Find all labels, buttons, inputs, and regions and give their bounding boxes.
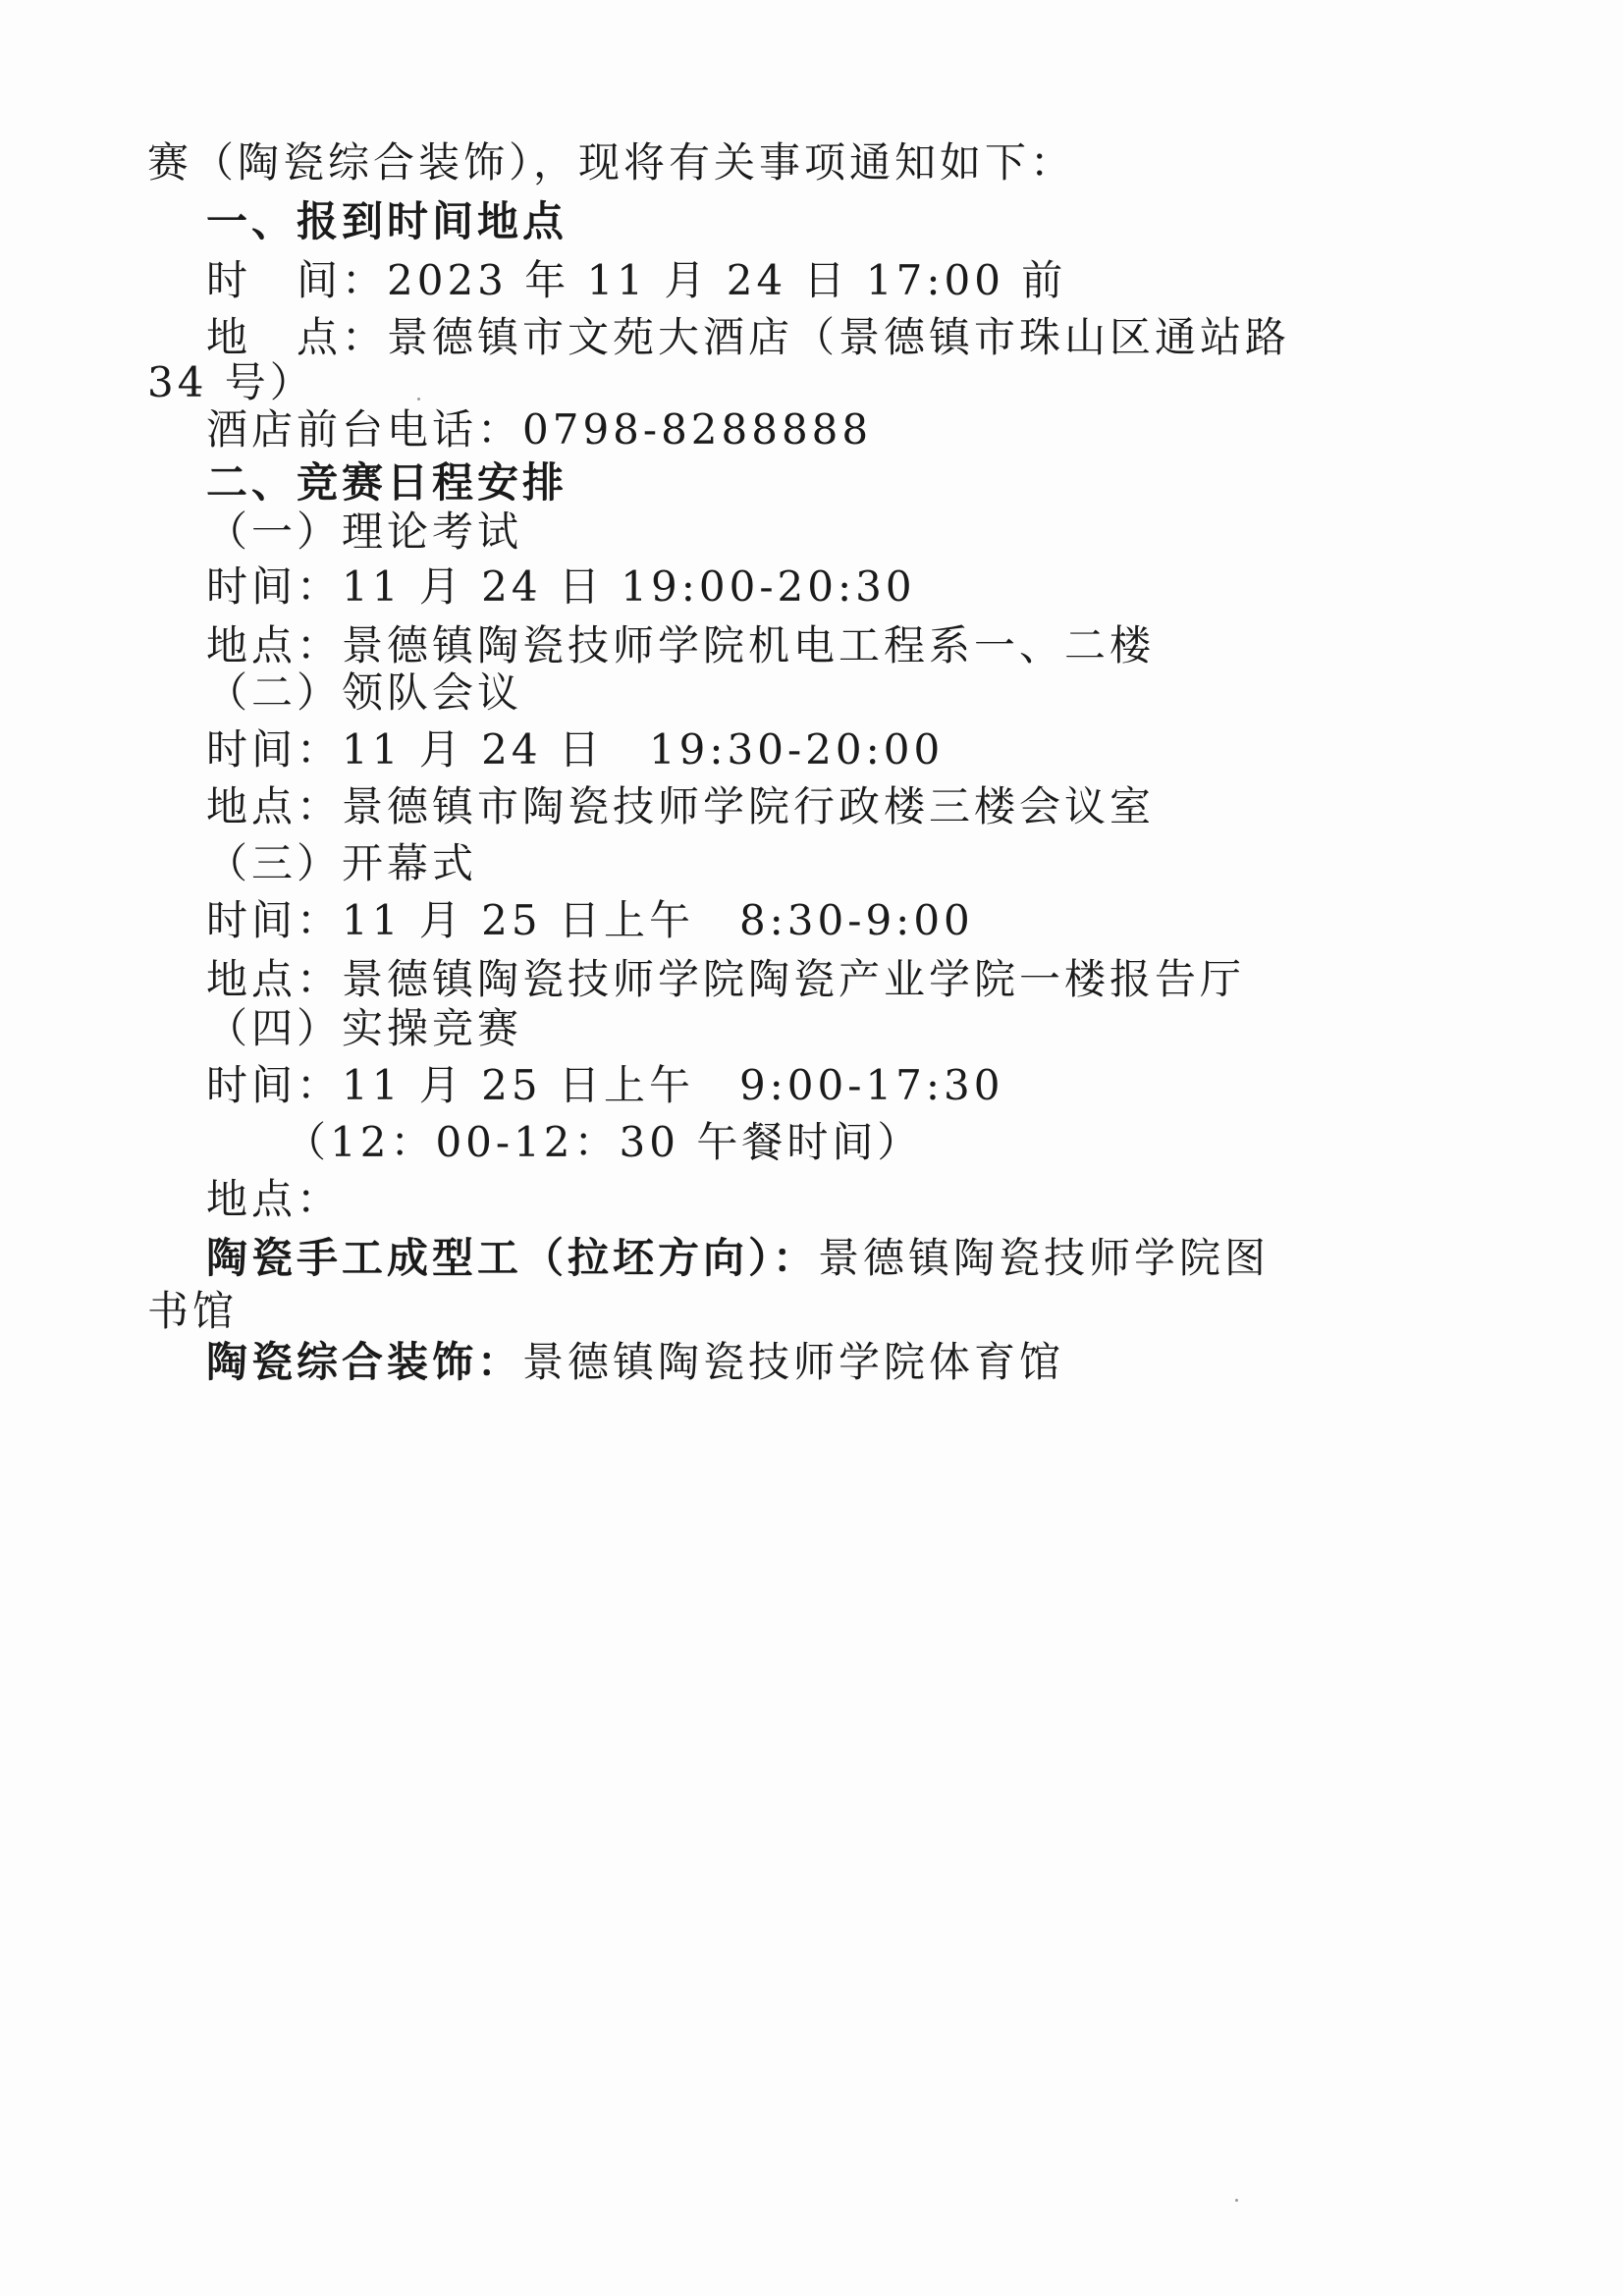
subsection-leader-meeting: （二）领队会议 bbox=[206, 668, 523, 717]
intro-text: 赛（陶瓷综合装饰），现将有关事项通知如下： bbox=[147, 138, 1076, 187]
theory-exam-time: 时间：11 月 24 日 19:00-20:30 bbox=[206, 562, 916, 611]
hotel-phone: 酒店前台电话：0798-8288888 bbox=[206, 405, 873, 454]
venue-throwing-line2: 书馆 bbox=[147, 1287, 239, 1335]
venue-throwing-label: 陶瓷手工成型工（拉坯方向）： bbox=[206, 1234, 819, 1282]
checkin-time: 时 间：2023 年 11 月 24 日 17:00 前 bbox=[206, 256, 1067, 304]
checkin-place-line1: 地 点：景德镇市文苑大酒店（景德镇市珠山区通站路 bbox=[206, 313, 1291, 361]
leader-meeting-time: 时间：11 月 24 日 19:30-20:00 bbox=[206, 725, 945, 774]
venue-decoration-line bbox=[206, 1337, 1064, 1388]
practical-contest-lunch: （12：00-12：30 午餐时间） bbox=[285, 1118, 923, 1166]
scan-speck bbox=[1235, 2199, 1238, 2202]
section-heading-checkin: 一、报到时间地点 bbox=[206, 197, 568, 245]
checkin-place-line2: 34 号） bbox=[147, 358, 315, 406]
venue-throwing-line1 bbox=[206, 1233, 1270, 1284]
venue-decoration-value: 景德镇陶瓷技师学院体育馆 bbox=[522, 1338, 1065, 1386]
subsection-opening-ceremony: （三）开幕式 bbox=[206, 839, 478, 887]
opening-ceremony-place: 地点：景德镇陶瓷技师学院陶瓷产业学院一楼报告厅 bbox=[206, 955, 1246, 1003]
section-heading-schedule: 二、竞赛日程安排 bbox=[206, 458, 568, 507]
scan-speck bbox=[417, 398, 420, 400]
practical-contest-time: 时间：11 月 25 日上午 9:00-17:30 bbox=[206, 1061, 1004, 1109]
opening-ceremony-time: 时间：11 月 25 日上午 8:30-9:00 bbox=[206, 896, 974, 944]
subsection-practical-contest: （四）实操竞赛 bbox=[206, 1004, 523, 1052]
leader-meeting-place: 地点：景德镇市陶瓷技师学院行政楼三楼会议室 bbox=[206, 782, 1156, 830]
practical-contest-place-label: 地点： bbox=[206, 1175, 343, 1223]
subsection-theory-exam: （一）理论考试 bbox=[206, 507, 523, 556]
venue-decoration-label: 陶瓷综合装饰： bbox=[206, 1338, 523, 1386]
venue-throwing-value: 景德镇陶瓷技师学院图 bbox=[818, 1234, 1271, 1282]
theory-exam-place: 地点：景德镇陶瓷技师学院机电工程系一、二楼 bbox=[206, 621, 1156, 669]
